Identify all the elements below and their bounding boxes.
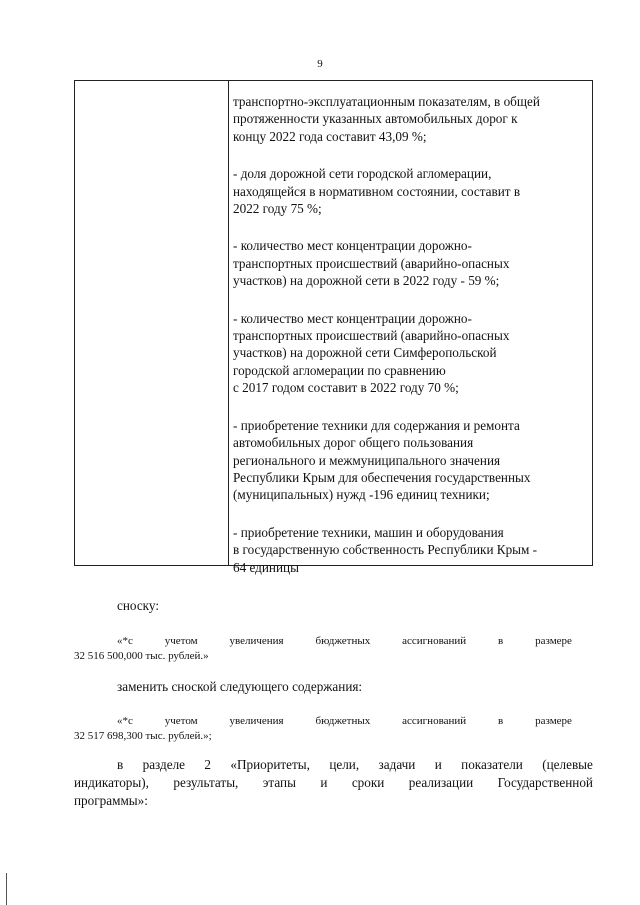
text-line: автомобильных дорог общего пользования (233, 435, 474, 451)
word: реализации (408, 775, 474, 790)
indicator-paragraph (233, 417, 585, 504)
section-text-line-1 (117, 756, 593, 773)
indicator-paragraph (233, 310, 585, 397)
text-line: (муниципальных) нужд -196 единиц техники; (233, 487, 490, 503)
text-line: с 2017 годом составит в 2022 году 70 %; (233, 380, 459, 396)
text-line: находящейся в нормативном состоянии, составит в (233, 183, 521, 199)
word: «*с (117, 715, 133, 727)
text-line: участков) на дорожной сети в 2022 году - 59 %; (233, 273, 500, 289)
section-text-line-3: программы»: (74, 793, 148, 808)
word: (целевые (542, 757, 593, 772)
margin-mark (6, 873, 7, 905)
text-line: 2022 году 75 %; (233, 201, 322, 217)
word: 2 (204, 757, 211, 772)
new-footnote-line-2: 32 517 698,300 тыс. рублей.»; (74, 730, 212, 742)
word: учетом (164, 635, 198, 647)
text-line: транспортных происшествий (аварийно-опасных (233, 255, 510, 271)
old-footnote-line-2: 32 516 500,000 тыс. рублей.» (74, 650, 209, 662)
word: Государственной (497, 775, 593, 790)
text-line: регионального и межмуниципального значения (233, 452, 501, 468)
table-right-cell (233, 93, 585, 576)
word: и (320, 775, 328, 790)
word: размере (535, 715, 572, 727)
word: «Приоритеты, (230, 757, 310, 772)
indicator-paragraph (233, 524, 585, 576)
text-line: концу 2022 года составит 43,09 %; (233, 128, 427, 144)
word: результаты, (173, 775, 239, 790)
indicator-paragraph (233, 165, 585, 217)
word: бюджетных (315, 715, 371, 727)
word: ассигнований (402, 635, 467, 647)
indicator-paragraph (233, 237, 585, 289)
text-line: - приобретение техники для содержания и ремонта (233, 417, 520, 433)
word: показатели (461, 757, 523, 772)
text-line: - количество мест концентрации дорожно- (233, 310, 472, 326)
text-line: городской агломерации по сравнению (233, 362, 446, 378)
text-line: транспортных происшествий (аварийно-опасных (233, 328, 510, 344)
word: увеличения (229, 635, 284, 647)
section-text-line-2 (74, 774, 593, 791)
word: в (498, 635, 504, 647)
text-line: в государственную собственность Республики Крым - (233, 542, 538, 558)
text-line: Республики Крым для обеспечения государственных (233, 469, 531, 485)
word: «*с (117, 635, 133, 647)
table-column-divider (228, 81, 229, 565)
word: и (434, 757, 442, 772)
text-line: протяженности указанных автомобильных дорог к (233, 111, 518, 127)
text-line: - количество мест концентрации дорожно- (233, 238, 472, 254)
text-line: - доля дорожной сети городской агломерации, (233, 166, 492, 182)
program-indicators-table (74, 80, 593, 575)
replace-label: заменить сноской следующего содержания: (117, 679, 363, 694)
text-line: 64 единицы (233, 559, 299, 575)
word: этапы (262, 775, 296, 790)
word: учетом (164, 715, 198, 727)
word: в (498, 715, 504, 727)
word: увеличения (229, 715, 284, 727)
footnote-label: сноску: (117, 598, 159, 613)
word: сроки (351, 775, 385, 790)
text-line: участков) на дорожной сети Симферопольской (233, 345, 497, 361)
word: индикаторы), (74, 775, 149, 790)
text-line: - приобретение техники, машин и оборудования (233, 524, 504, 540)
word: в (117, 757, 124, 772)
word: разделе (142, 757, 186, 772)
word: задачи (378, 757, 416, 772)
word: бюджетных (315, 635, 371, 647)
page-number: 9 (317, 58, 323, 70)
word: ассигнований (402, 715, 467, 727)
text-line: транспортно-эксплуатационным показателям, в общей (233, 94, 540, 109)
indicator-paragraph (233, 93, 585, 145)
word: цели, (329, 757, 360, 772)
word: размере (535, 635, 572, 647)
